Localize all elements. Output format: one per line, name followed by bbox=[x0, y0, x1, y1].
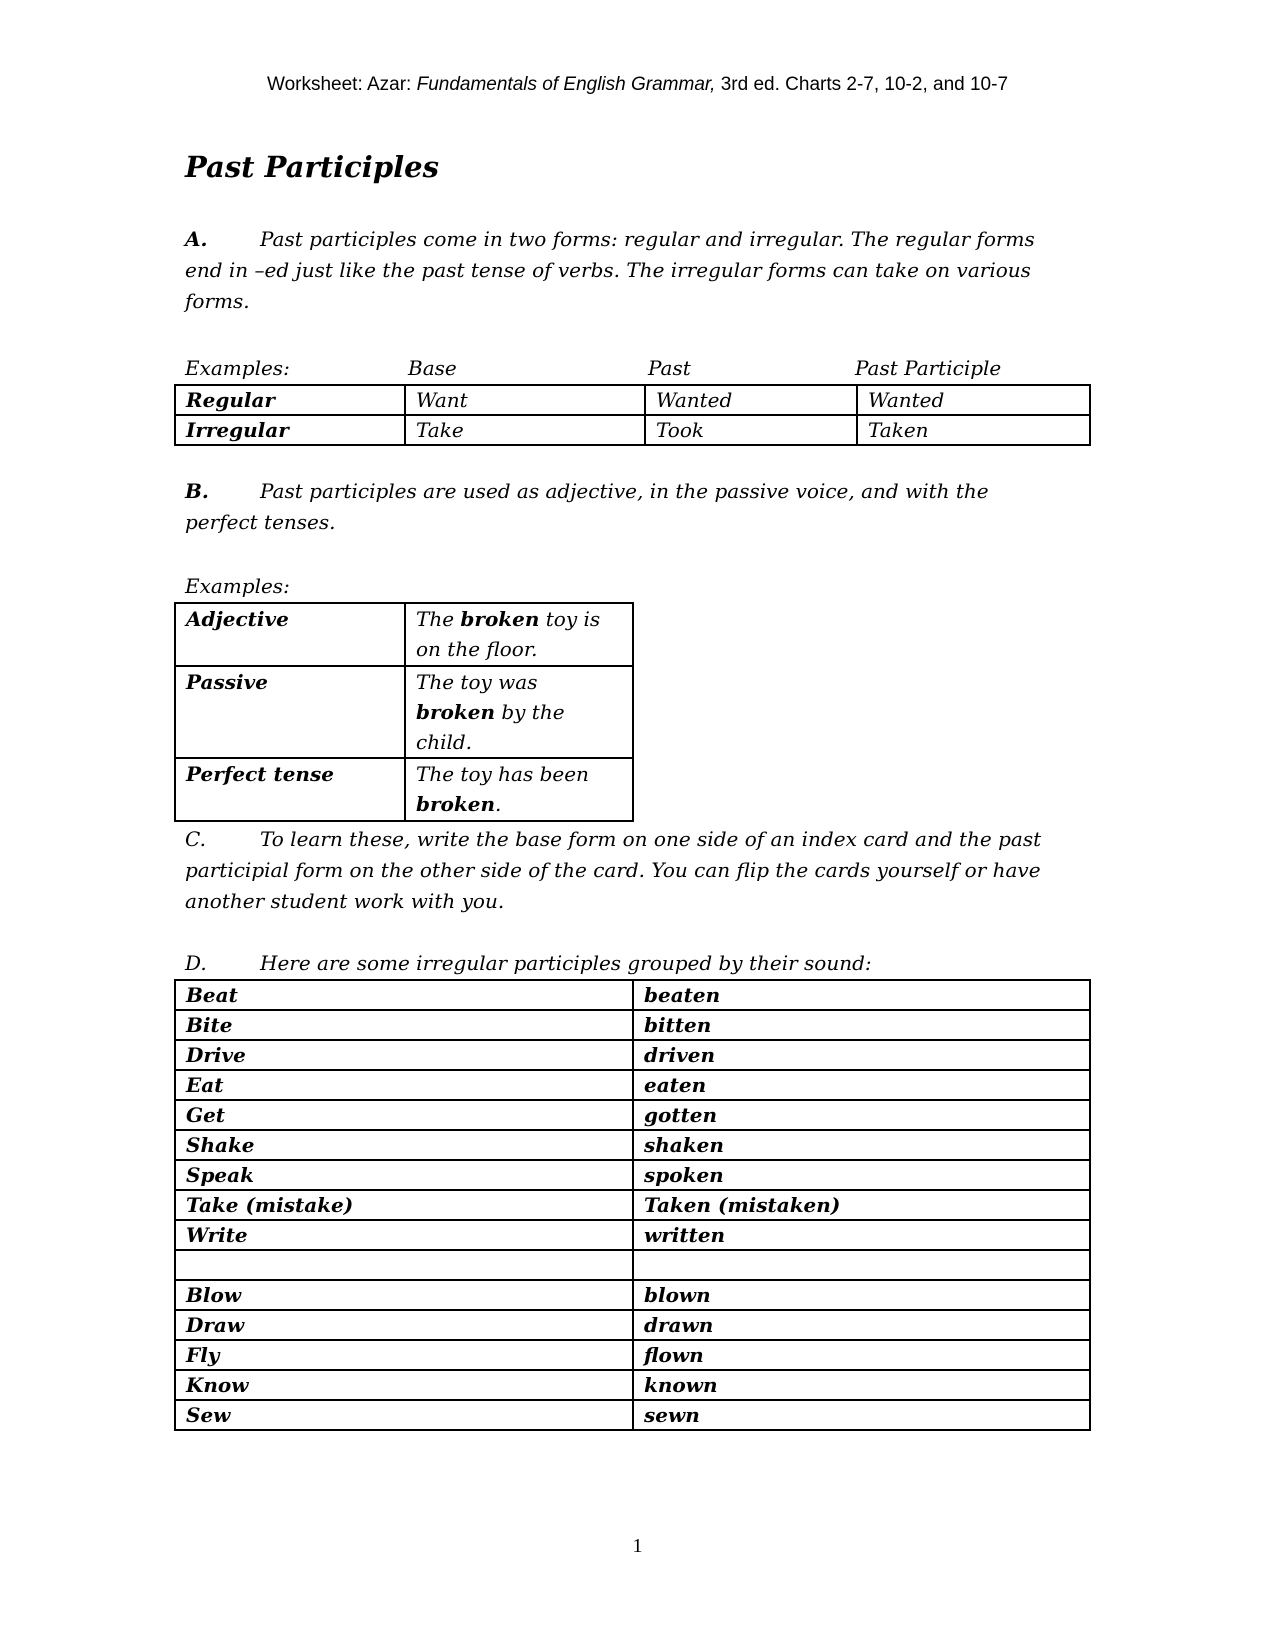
table-row bbox=[175, 1340, 1090, 1370]
past-cell: Wanted bbox=[645, 385, 857, 415]
header-prefix: Worksheet: Azar: bbox=[266, 74, 417, 95]
table-row bbox=[175, 1100, 1090, 1130]
section-c-marker: C. bbox=[185, 827, 206, 851]
usage-table bbox=[174, 602, 634, 822]
table-row bbox=[175, 1070, 1090, 1100]
base-cell: Know bbox=[175, 1370, 633, 1400]
base-cell: Drive bbox=[175, 1040, 633, 1070]
example-text: The bbox=[416, 607, 461, 631]
participle-cell: written bbox=[633, 1220, 1090, 1250]
base-cell: Get bbox=[175, 1100, 633, 1130]
table-row bbox=[175, 1370, 1090, 1400]
participle-cell: driven bbox=[633, 1040, 1090, 1070]
participle-cell: eaten bbox=[633, 1070, 1090, 1100]
participle-cell: gotten bbox=[633, 1100, 1090, 1130]
example-bold: broken bbox=[416, 792, 495, 816]
table-row bbox=[175, 758, 633, 821]
usage-example bbox=[405, 758, 633, 821]
table-row bbox=[175, 1010, 1090, 1040]
page-header bbox=[0, 74, 1275, 96]
example-text: The toy has been bbox=[416, 762, 589, 786]
section-d-paragraph bbox=[185, 948, 1065, 979]
table-row bbox=[175, 1160, 1090, 1190]
page-number: 1 bbox=[632, 1535, 643, 1557]
base-cell: Want bbox=[405, 385, 645, 415]
participle-cell: drawn bbox=[633, 1310, 1090, 1340]
section-a-text-1: Past participles come in two forms: regular and irregular. The regular forms end in – bbox=[185, 227, 1035, 282]
section-b-text: Past participles are used as adjective, in the passive voice, and with the perfect tenses. bbox=[185, 479, 989, 534]
row-label: Irregular bbox=[175, 415, 405, 445]
participle-cell: sewn bbox=[633, 1400, 1090, 1430]
table-row bbox=[175, 1130, 1090, 1160]
section-b-paragraph bbox=[185, 476, 1065, 538]
section-b-examples-label: Examples: bbox=[185, 574, 290, 598]
usage-label: Adjective bbox=[175, 603, 405, 666]
table-row bbox=[175, 666, 633, 758]
table-row bbox=[175, 1190, 1090, 1220]
column-header-base: Base bbox=[408, 356, 457, 380]
base-cell: Write bbox=[175, 1220, 633, 1250]
usage-example bbox=[405, 666, 633, 758]
example-bold: broken bbox=[460, 607, 540, 631]
section-a-text-2: just like the past tense of verbs. The irregular forms can take on various forms. bbox=[185, 258, 1031, 313]
table-row bbox=[175, 385, 1090, 415]
participle-cell bbox=[633, 1250, 1090, 1280]
table-row bbox=[175, 1250, 1090, 1280]
base-cell: Fly bbox=[175, 1340, 633, 1370]
page-title: Past Participles bbox=[185, 150, 439, 184]
column-header-past: Past bbox=[648, 356, 691, 380]
table-row bbox=[175, 1220, 1090, 1250]
participle-cell: flown bbox=[633, 1340, 1090, 1370]
usage-example bbox=[405, 603, 633, 666]
participle-cell: Taken bbox=[857, 415, 1090, 445]
participle-cell: Taken (mistaken) bbox=[633, 1190, 1090, 1220]
example-text: by the child. bbox=[416, 700, 565, 754]
table-row bbox=[175, 1400, 1090, 1430]
participle-cell: beaten bbox=[633, 980, 1090, 1010]
example-text: . bbox=[494, 792, 502, 816]
table-row bbox=[175, 1310, 1090, 1340]
participle-cell: blown bbox=[633, 1280, 1090, 1310]
table-row bbox=[175, 980, 1090, 1010]
section-a-marker: A. bbox=[185, 227, 208, 251]
usage-label: Passive bbox=[175, 666, 405, 758]
participle-cell: spoken bbox=[633, 1160, 1090, 1190]
participle-cell: bitten bbox=[633, 1010, 1090, 1040]
participle-cell: Wanted bbox=[857, 385, 1090, 415]
base-cell: Take bbox=[405, 415, 645, 445]
section-c-text: To learn these, write the base form on one side of an index card and the past participial form on the other side of the card. You can flip the cards yourself or have another student work with you. bbox=[185, 827, 1042, 913]
base-cell bbox=[175, 1250, 633, 1280]
forms-table bbox=[174, 384, 1091, 446]
base-cell: Take (mistake) bbox=[175, 1190, 633, 1220]
section-a-examples-label: Examples: bbox=[185, 356, 290, 380]
base-cell: Draw bbox=[175, 1310, 633, 1340]
section-c-paragraph bbox=[185, 824, 1065, 917]
column-header-past-participle: Past Participle bbox=[855, 356, 1002, 380]
header-book-title: Fundamentals of English Grammar, bbox=[416, 74, 716, 95]
base-cell: Sew bbox=[175, 1400, 633, 1430]
irregular-participles-table bbox=[174, 979, 1091, 1431]
row-label: Regular bbox=[175, 385, 405, 415]
base-cell: Bite bbox=[175, 1010, 633, 1040]
base-cell: Beat bbox=[175, 980, 633, 1010]
example-bold: broken bbox=[416, 700, 495, 724]
example-text: toy is on the floor. bbox=[416, 607, 601, 661]
section-d-text: Here are some irregular participles grouped by their sound: bbox=[260, 951, 872, 975]
base-cell: Eat bbox=[175, 1070, 633, 1100]
section-b-marker: B. bbox=[185, 479, 209, 503]
section-a-paragraph bbox=[185, 224, 1065, 317]
section-d-marker: D. bbox=[185, 951, 207, 975]
base-cell: Speak bbox=[175, 1160, 633, 1190]
example-text: The toy was bbox=[416, 670, 538, 694]
base-cell: Shake bbox=[175, 1130, 633, 1160]
table-row bbox=[175, 415, 1090, 445]
table-row bbox=[175, 1040, 1090, 1070]
table-row bbox=[175, 1280, 1090, 1310]
past-cell: Took bbox=[645, 415, 857, 445]
usage-label: Perfect tense bbox=[175, 758, 405, 821]
base-cell: Blow bbox=[175, 1280, 633, 1310]
section-a-emph: ed bbox=[264, 258, 290, 282]
table-row bbox=[175, 603, 633, 666]
participle-cell: shaken bbox=[633, 1130, 1090, 1160]
header-suffix: 3rd ed. Charts 2-7, 10-2, and 10-7 bbox=[715, 74, 1009, 95]
participle-cell: known bbox=[633, 1370, 1090, 1400]
